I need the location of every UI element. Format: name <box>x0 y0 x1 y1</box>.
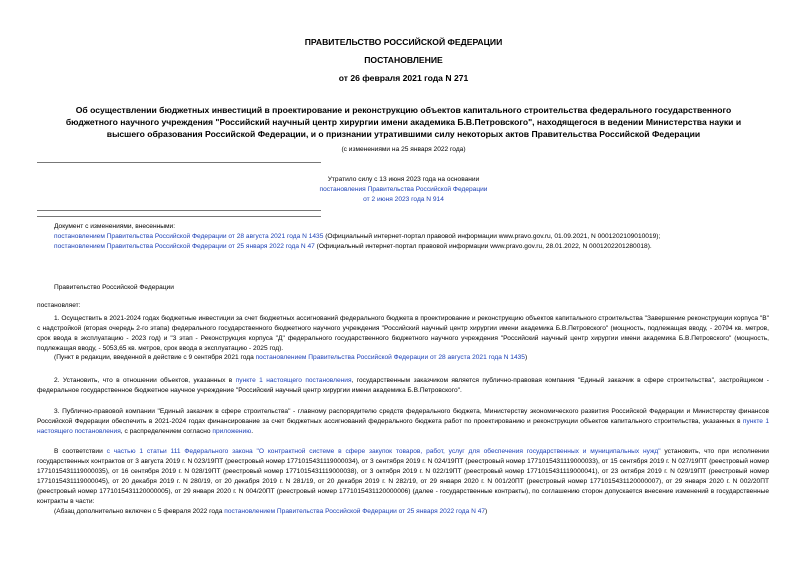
note-text: (Пункт в редакции, введенной в действие с 9 сентября 2021 года <box>54 354 256 361</box>
note-link-47[interactable]: постановлением Правительства Российской Федерации от 25 января 2022 года N 47 <box>224 508 486 515</box>
divider <box>37 210 321 211</box>
note-link-1435[interactable]: постановлением Правительства Российской Федерации от 28 августа 2021 года N 1435 <box>255 354 525 361</box>
note-end: ) <box>524 354 528 361</box>
p2-text-end: , государственным заказчиком является публично-правовая компания "Единый заказчик в сфере строительства", застройщиком - федеральное государственное бюджетное научное учреждение "Российский научный центр хирургии имени академика Б.В.Петровского". <box>37 377 769 394</box>
body-government: Правительство Российской Федерации <box>54 284 174 291</box>
paragraph-4-note <box>54 507 487 517</box>
changes-heading: Документ с изменениями, внесенными: <box>54 223 176 230</box>
p2-link[interactable]: пункте 1 настоящего постановления <box>235 377 352 384</box>
expired-note <box>0 175 807 205</box>
p3-text: 3. Публично-правовой компании "Единый заказчик в сфере строительства" - главному распорядителю средств федерального бюджета, Министерству экономического развития Российской Федерации и Министерству финансов Российской Федерации обеспечить в 2021-2024 годах финансирование за счет бюджетных ассигнований федерального бюджета работ по проектированию и реконструкции объектов капитального строительства, указанных в <box>37 408 769 425</box>
p4-law-link[interactable]: с частью 1 статьи 111 Федерального закона "О контрактной системе в сфере закупок товаров, работ, услуг для обеспечения государственных и муниципальных нужд" <box>106 448 661 455</box>
p3-text-mid: , с распределением согласно <box>120 428 213 435</box>
title-line: Об осуществлении бюджетных инвестиций в проектирование и реконструкцию объектов капитального строительства федерального государственного <box>75 105 732 115</box>
title-line: высшего образования Российской Федерации, и о признании утратившими силу некоторых актов Правительства Российской Федерации <box>106 129 701 139</box>
p3-text-end: . <box>251 428 254 435</box>
paragraph-1: 1. Осуществить в 2021-2024 годах бюджетные инвестиции за счет бюджетных ассигнований федерального бюджета в проектирование и реконструкцию объектов капитального строительства "Завершение реконструкции корпуса "В" с надстройкой (вторая очередь 2-го этапа) федерального государственного бюджетного научного учреждения "Российский научный центр хирургии имени академика Б.В.Петровского" (мощность, подлежащая вводу, - 20794 кв. метров, срок ввода в эксплуатацию - 2023 год) и "3 этап - Реконструкция корпуса "Д" федерального государственного бюджетного научного учреждения "Российский научный центр хирургии имени академика Б.В.Петровского" (мощность, подлежащая вводу, - 5053,65 кв. метров, срок ввода в эксплуатацию - 2025 год). <box>37 315 769 352</box>
expired-text: Утратило силу с 13 июня 2023 года на основании <box>327 176 480 183</box>
p3-link-point[interactable]: пункте 1 настоящего постановления <box>37 418 769 435</box>
change-source-1: (Официальный интернет-портал правовой информации www.pravo.gov.ru, 01.09.2021, N 0001202109010019); <box>323 233 661 240</box>
change-link-1435[interactable]: постановлением Правительства Российской Федерации от 28 августа 2021 года N 1435 <box>54 233 324 240</box>
divider <box>37 162 321 163</box>
p4-text-end: установить, что при исполнении государственных контрактов от 3 августа 2019 г. N 023/19ПТ (реестровый номер 1771015431119000034), от 3 сентября 2019 г. N 024/19ПТ (реестровый номер 1771015431119000033), от 15 сентября 2019 г. N 027/19ПТ (реестровый номер 1771015431119000035), от 16 сентября 2019 г. N 028/19ПТ (реестровый номер 1771015431119000038), от 3 октября 2019 г. N 022/19ПТ (реестровый номер 1771015431119000041), от 23 октября 2019 г. N 029/19ПТ (реестровый номер 1771015431119000045), от 20 декабря 2019 г. N 280/19, от 20 декабря 2019 г. N 281/19, от 20 декабря 2019 г. N 282/19, от 29 января 2020 г. N 001/20ПТ (реестровый номер 1771015431120000007), от 29 января 2020 г. N 002/20ПТ (реестровый номер 1771015431120000005), от 29 января 2020 г. N 004/20ПТ (реестровый номер 1771015431120000006) (далее - государственные контракты), по соглашению сторон допускается внесение изменений в государственные контракты в части: <box>37 448 769 505</box>
paragraph-3 <box>37 407 769 437</box>
paragraph-4 <box>37 447 769 507</box>
p3-link-appendix[interactable]: приложению <box>212 428 252 435</box>
note-text: (Абзац дополнительно включен с 5 февраля 2022 года <box>54 508 225 515</box>
changes-item <box>54 232 774 242</box>
amended-note: (с изменениями на 25 января 2022 года) <box>341 146 466 153</box>
p2-text: 2. Установить, что в отношении объектов, указанных в <box>54 377 236 384</box>
change-source-2: (Официальный интернет-портал правовой информации www.pravo.gov.ru, 28.01.2022, N 0001202201280018). <box>314 243 652 250</box>
paragraph-2 <box>37 376 769 396</box>
divider <box>37 216 321 217</box>
paragraph-1-note <box>54 353 527 363</box>
document-date-number: от 26 февраля 2021 года N 271 <box>338 73 469 83</box>
expired-link-title[interactable]: постановления Правительства Российской Федерации <box>319 186 488 193</box>
title-line: бюджетного научного учреждения "Российский научный центр хирургии имени академика Б.В.Петровского", находящегося в ведении Министерства науки и <box>65 117 742 127</box>
changes-item <box>54 242 774 252</box>
body-resolves: постановляет: <box>37 302 81 309</box>
expired-link-date[interactable]: от 2 июня 2023 года N 914 <box>363 196 444 203</box>
p4-text: В соответствии <box>54 448 107 455</box>
document-type: ПОСТАНОВЛЕНИЕ <box>364 55 443 65</box>
government-heading: ПРАВИТЕЛЬСТВО РОССИЙСКОЙ ФЕДЕРАЦИИ <box>304 37 503 47</box>
note-end: ) <box>485 508 488 515</box>
document-title <box>0 104 807 140</box>
change-link-47[interactable]: постановлением Правительства Российской Федерации от 25 января 2022 года N 47 <box>54 243 315 250</box>
changes-block <box>54 222 774 252</box>
